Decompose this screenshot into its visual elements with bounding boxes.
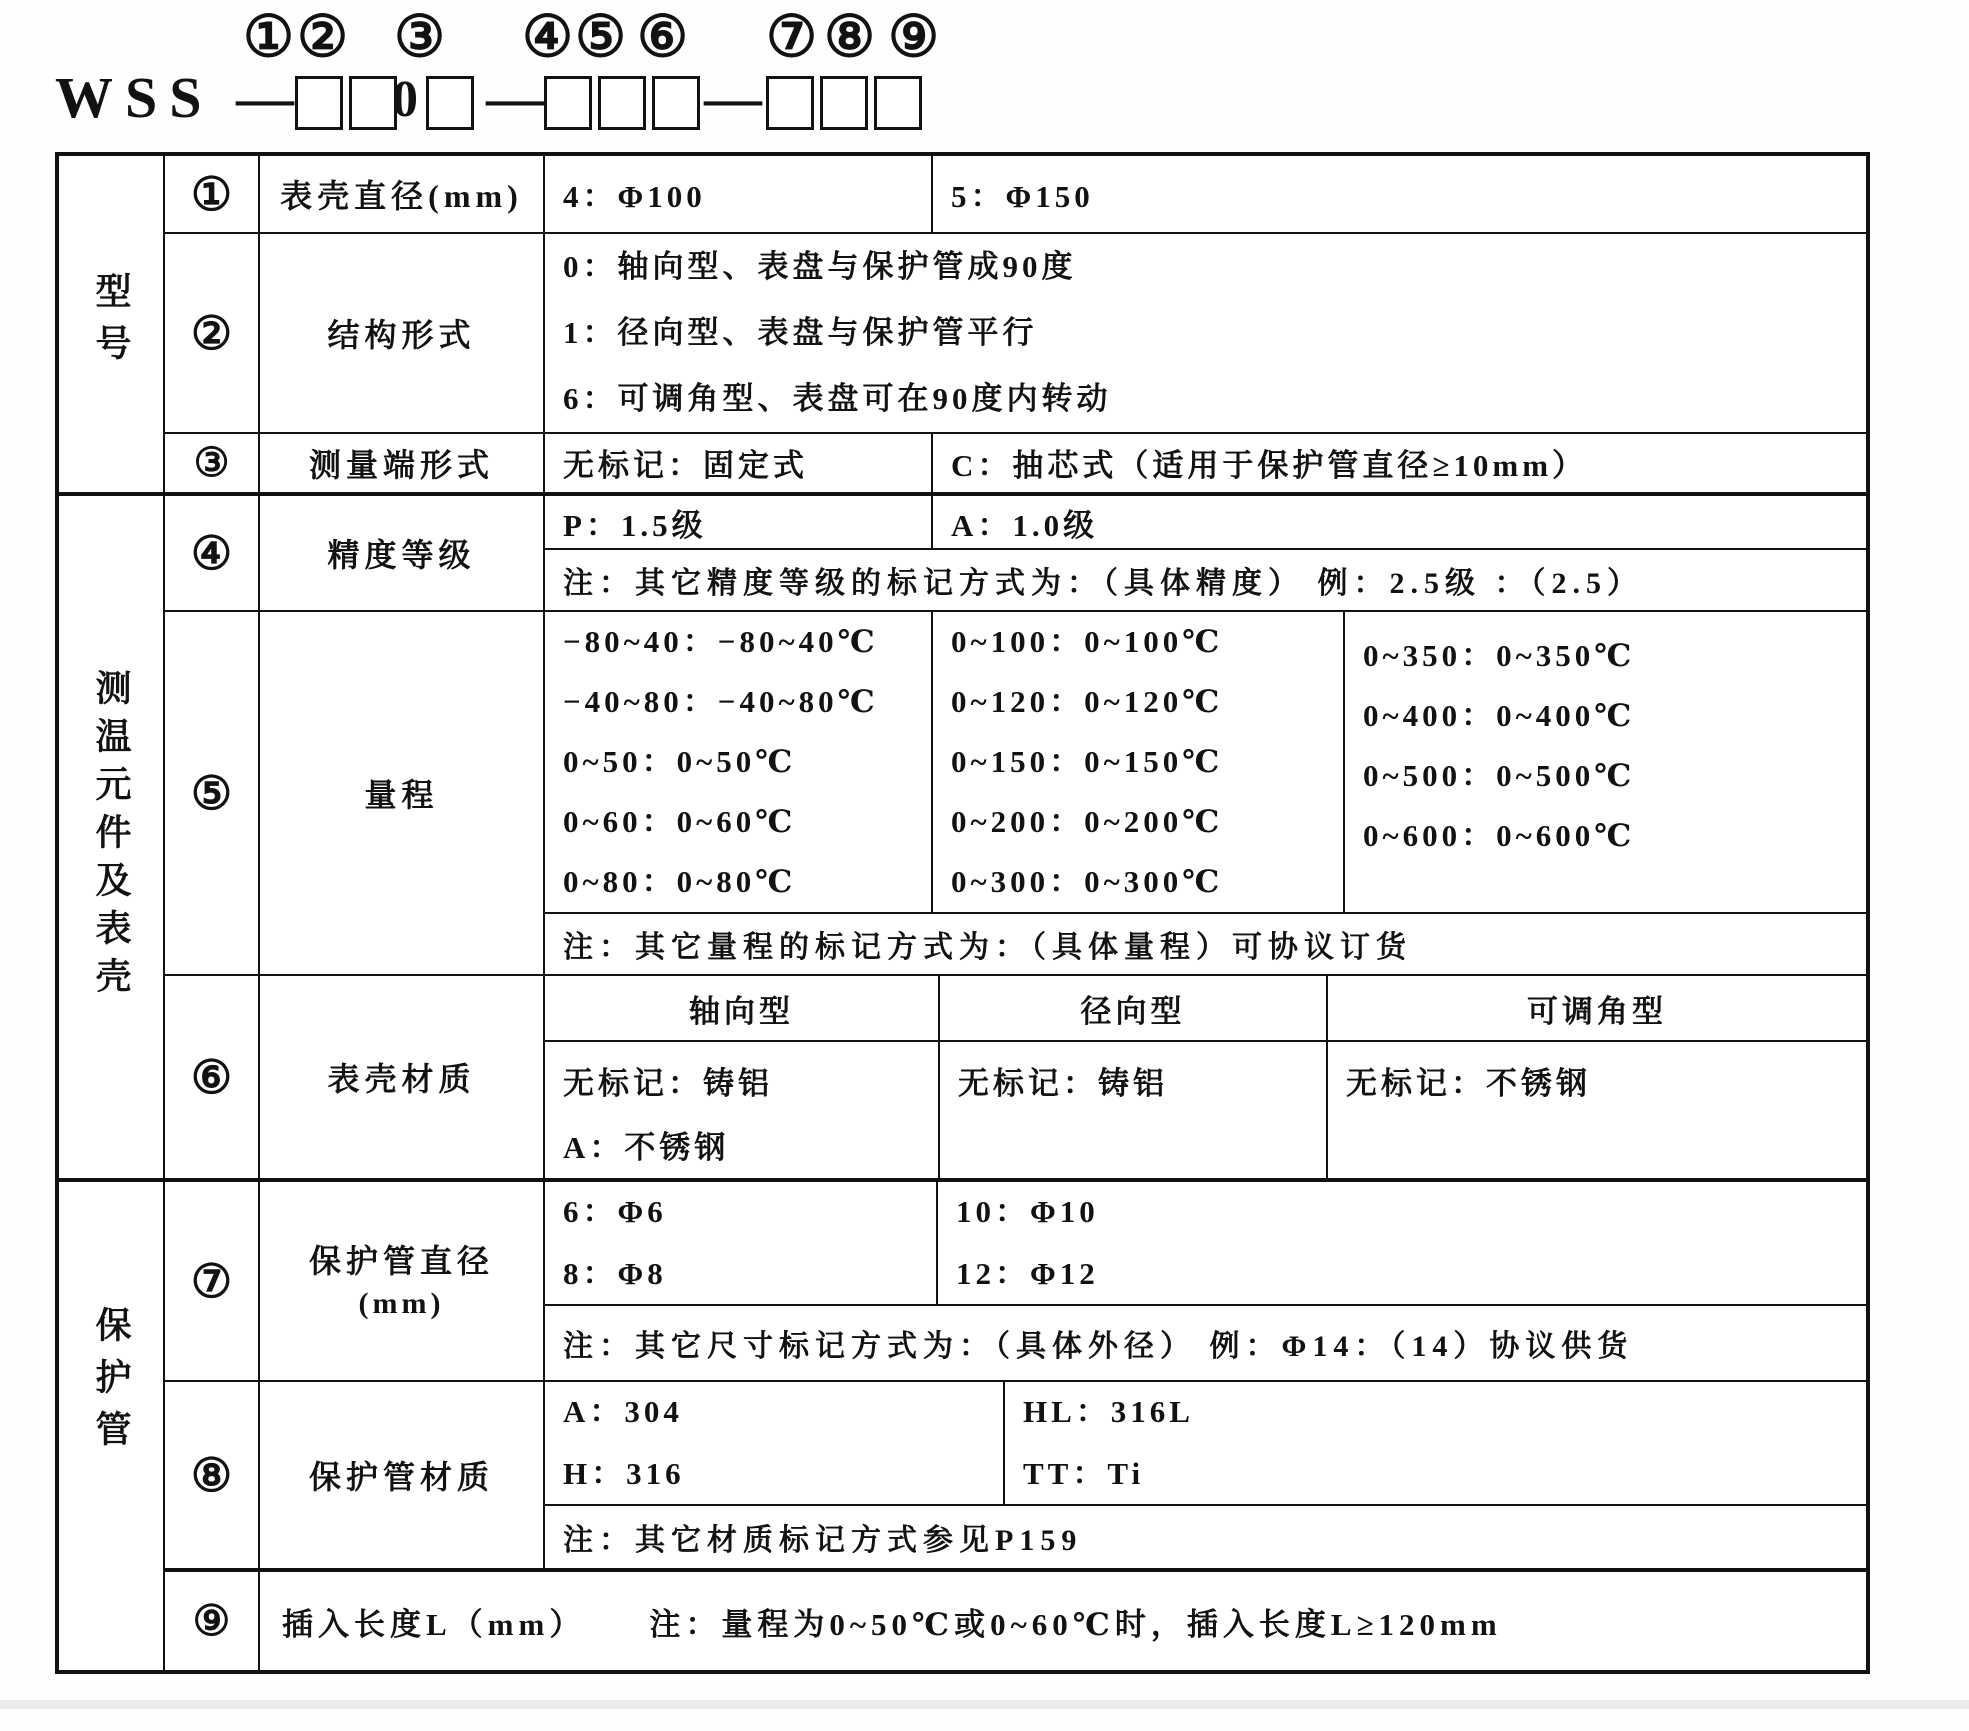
group-label-model — [59, 156, 165, 492]
position-2-icon: ② — [297, 6, 349, 69]
note-accuracy: 注：其它精度等级的标记方式为：（具体精度） 例：2.5级 ：（2.5） — [545, 548, 1866, 610]
position-4-icon: ④ — [522, 6, 574, 69]
code-box-8 — [820, 76, 868, 130]
cell-core-removable-type: C：抽芯式（适用于保护管直径≥10mm） — [951, 448, 1588, 484]
attr-case-material: 表壳材质 — [260, 976, 545, 1178]
row9-index: ⑨ — [165, 1572, 260, 1670]
code-box-9 — [874, 76, 922, 130]
group-label-element-case — [59, 496, 165, 1178]
insertion-length-label: 插入长度L（mm） — [282, 1606, 586, 1642]
row4-index: ④ — [165, 496, 260, 610]
note-tube-material: 注：其它材质标记方式参见P159 — [545, 1504, 1866, 1568]
position-9-icon: ⑨ — [888, 6, 940, 69]
code-box-7 — [766, 76, 814, 130]
group-label-protection-tube — [59, 1182, 165, 1670]
cell-diameter-100: 4：Φ100 — [545, 156, 933, 232]
attr-structure-type: 结构形式 — [260, 234, 545, 432]
insertion-length-note: 注：量程为0~50℃或0~60℃时，插入长度L≥120mm — [649, 1606, 1502, 1642]
section-model — [59, 156, 1866, 496]
group-label-model-text: 型号 — [91, 272, 131, 376]
row-measuring-range — [165, 612, 1866, 976]
row-case-material — [165, 976, 1866, 1178]
code-box-2 — [349, 76, 397, 130]
position-8-icon: ⑧ — [824, 6, 876, 69]
row-tube-material — [165, 1382, 1866, 1572]
note-range: 注：其它量程的标记方式为：（具体量程）可协议订货 — [545, 912, 1866, 974]
model-prefix: WSS — [55, 65, 214, 130]
code-box-1 — [295, 76, 343, 130]
cell-radial-material: 无标记：铸铝 — [940, 1042, 1328, 1178]
cell-tube-material-1: A：304 H：316 — [545, 1382, 1005, 1504]
ordering-code-table — [55, 152, 1870, 1674]
cell-tube-diameter-large: 10：Φ10 12：Φ12 — [956, 1194, 1099, 1291]
cell-diameter-150: 5：Φ150 — [951, 179, 1094, 215]
cell-structure-options — [545, 234, 1866, 432]
scan-artifact-band — [0, 1700, 1969, 1709]
header-radial: 径向型 — [940, 976, 1328, 1040]
attr-measuring-end: 测量端形式 — [260, 434, 545, 492]
row3-index: ③ — [165, 434, 260, 492]
section-protection-tube — [59, 1182, 1866, 1670]
position-3-icon: ③ — [394, 6, 446, 69]
row-tube-diameter — [165, 1182, 1866, 1382]
code-box-5 — [598, 76, 646, 130]
model-dash-1: — — [236, 65, 294, 130]
range-column-high: 0~350：0~350℃ 0~400：0~400℃ 0~500：0~500℃ 0~600：0~600℃ — [1363, 638, 1636, 853]
row1-index: ① — [165, 156, 260, 232]
structure-option-axial: 0：轴向型、表盘与保护管成90度 — [563, 248, 1077, 284]
note-tube-diameter: 注：其它尺寸标记方式为：（具体外径） 例：Φ14：（14）协议供货 — [545, 1304, 1866, 1380]
group-label-element-case-text: 测温元件及表壳 — [91, 669, 131, 1005]
code-box-3 — [426, 76, 474, 130]
cell-insertion-length — [260, 1572, 1866, 1670]
range-column-low: −80~40：−80~40℃ −40~80：−40~80℃ 0~50：0~50℃ 0~60：0~60℃ 0~80：0~80℃ — [545, 612, 933, 912]
code-box-6 — [652, 76, 700, 130]
attr-case-diameter: 表壳直径(mm) — [260, 156, 545, 232]
row-insertion-length — [165, 1572, 1866, 1670]
structure-option-radial: 1：径向型、表盘与保护管平行 — [563, 314, 1038, 350]
row-structure-type — [165, 234, 1866, 434]
attr-measuring-range: 量程 — [260, 612, 545, 974]
attr-tube-diameter — [260, 1182, 545, 1380]
cell-fixed-type: 无标记：固定式 — [545, 434, 933, 492]
position-1-icon: ① — [243, 6, 295, 69]
position-5-icon: ⑤ — [575, 6, 627, 69]
cell-accuracy-a: A：1.0级 — [951, 507, 1099, 543]
section-element-and-case — [59, 496, 1866, 1182]
attr-tube-material: 保护管材质 — [260, 1382, 545, 1568]
cell-axial-material: 无标记：铸铝 A：不锈钢 — [545, 1042, 940, 1178]
range-column-mid: 0~100：0~100℃ 0~120：0~120℃ 0~150：0~150℃ 0~200：0~200℃ 0~300：0~300℃ — [933, 612, 1345, 912]
attr-tube-diameter-unit: (mm) — [358, 1287, 445, 1320]
row-measuring-end — [165, 434, 1866, 492]
attr-tube-diameter-text: 保护管直径 — [308, 1243, 494, 1279]
row6-index: ⑥ — [165, 976, 260, 1178]
position-7-icon: ⑦ — [766, 6, 818, 69]
structure-option-adjustable: 6：可调角型、表盘可在90度内转动 — [563, 380, 1112, 416]
model-dash-3: — — [704, 65, 762, 130]
row-case-diameter — [165, 156, 1866, 234]
row7-index: ⑦ — [165, 1182, 260, 1380]
row-accuracy-class — [165, 496, 1866, 612]
case-material-header-row — [545, 976, 1866, 1042]
cell-tube-diameter-small: 6：Φ6 8：Φ8 — [545, 1182, 938, 1304]
model-fixed-zero: 0 — [392, 71, 418, 128]
position-6-icon: ⑥ — [637, 6, 689, 69]
header-axial: 轴向型 — [545, 976, 940, 1040]
cell-adjustable-material: 无标记：不锈钢 — [1346, 1066, 1591, 1101]
group-label-protection-tube-text: 保护管 — [91, 1305, 131, 1462]
code-box-4 — [544, 76, 592, 130]
header-adjustable: 可调角型 — [1527, 993, 1667, 1029]
model-dash-2: — — [486, 65, 544, 130]
row5-index: ⑤ — [165, 612, 260, 974]
attr-accuracy-class: 精度等级 — [260, 496, 545, 610]
cell-accuracy-p: P：1.5级 — [545, 496, 933, 548]
cell-tube-material-2: HL：316L TT：Ti — [1023, 1394, 1194, 1491]
row8-index: ⑧ — [165, 1382, 260, 1568]
row2-index: ② — [165, 234, 260, 432]
